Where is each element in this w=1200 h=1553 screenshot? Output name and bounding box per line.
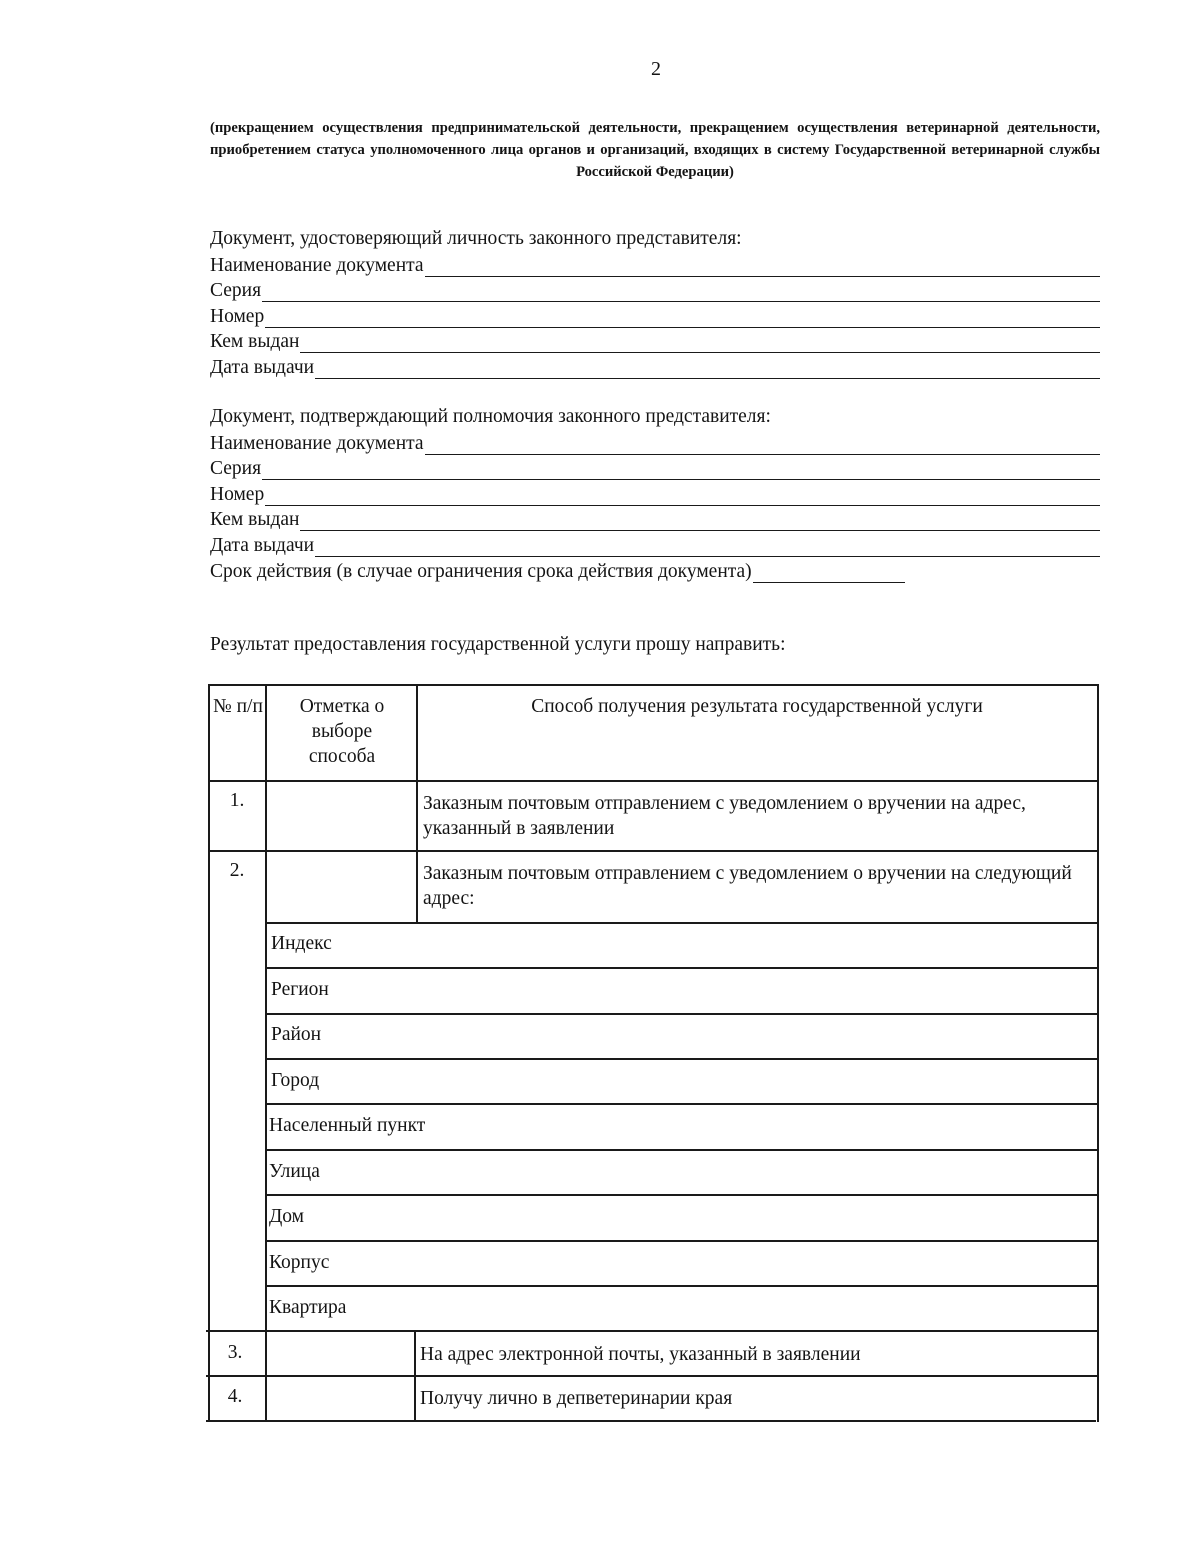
field-label: Дата выдачи bbox=[210, 534, 315, 556]
authority-issue-date-field[interactable] bbox=[210, 531, 1100, 557]
authority-document-heading: Документ, подтверждающий полномочия законного представителя: bbox=[210, 406, 771, 427]
address-street-label: Улица bbox=[269, 1161, 320, 1182]
identity-document-section bbox=[210, 226, 1100, 379]
table-rule bbox=[265, 1240, 1098, 1242]
row-number: 1. bbox=[229, 790, 245, 811]
identity-doc-name-field[interactable] bbox=[210, 251, 1100, 277]
address-city-label: Город bbox=[271, 1070, 320, 1091]
table-border bbox=[1097, 684, 1099, 1422]
mark-cell[interactable] bbox=[267, 1377, 413, 1419]
field-label: Номер bbox=[210, 305, 265, 327]
header-number: № п/п bbox=[213, 696, 263, 717]
identity-number-field[interactable] bbox=[210, 302, 1100, 328]
field-label: Серия bbox=[210, 458, 262, 480]
fill-line[interactable] bbox=[265, 485, 1100, 506]
fill-line[interactable] bbox=[315, 536, 1100, 557]
authority-validity-field[interactable] bbox=[210, 557, 1100, 583]
authority-issued-by-field[interactable] bbox=[210, 506, 1100, 532]
page-number: 2 bbox=[651, 58, 661, 80]
fill-line[interactable] bbox=[300, 510, 1100, 531]
table-rule bbox=[416, 684, 418, 922]
identity-document-heading: Документ, удостоверяющий личность законного представителя: bbox=[210, 228, 742, 249]
identity-series-field[interactable] bbox=[210, 277, 1100, 303]
authority-document-section bbox=[210, 404, 1100, 583]
table-rule bbox=[414, 1330, 416, 1422]
fill-line[interactable] bbox=[315, 358, 1100, 379]
row-number: 4. bbox=[227, 1386, 243, 1407]
address-district-label: Район bbox=[271, 1024, 322, 1045]
address-house-label: Дом bbox=[269, 1206, 305, 1227]
identity-issue-date-field[interactable] bbox=[210, 353, 1100, 379]
field-label: Срок действия (в случае ограничения срока действия документа) bbox=[210, 560, 752, 582]
identity-issued-by-field[interactable] bbox=[210, 328, 1100, 354]
table-rule bbox=[265, 1103, 1098, 1105]
field-label: Наименование документа bbox=[210, 254, 424, 276]
address-building-label: Корпус bbox=[269, 1252, 330, 1273]
table-rule bbox=[265, 1149, 1098, 1151]
fill-line[interactable] bbox=[425, 434, 1100, 455]
field-label: Кем выдан bbox=[210, 331, 300, 353]
field-label: Дата выдачи bbox=[210, 356, 315, 378]
field-label: Номер bbox=[210, 483, 265, 505]
method-text: На адрес электронной почты, указанный в заявлении bbox=[420, 1344, 861, 1365]
row-number: 2. bbox=[229, 860, 245, 881]
authority-number-field[interactable] bbox=[210, 480, 1100, 506]
method-text: Заказным почтовым отправлением с уведомлением о вручении на следующий адрес: bbox=[423, 863, 1072, 909]
authority-doc-name-field[interactable] bbox=[210, 429, 1100, 455]
table-rule bbox=[265, 922, 1098, 924]
table-rule bbox=[265, 1194, 1098, 1196]
intro-paragraph: (прекращением осуществления предпринимательской деятельности, прекращением осуществления ветеринарной деятельности, приобретением статуса уполномоченного лица органов и организаций, входящих в систему Государственной ветеринарной службы Российской Федерации) bbox=[210, 120, 1100, 180]
mark-cell[interactable] bbox=[267, 1332, 413, 1374]
table-rule bbox=[265, 1058, 1098, 1060]
fill-line[interactable] bbox=[262, 459, 1100, 480]
table-rule bbox=[265, 1285, 1098, 1287]
table-rule bbox=[265, 1013, 1098, 1015]
fill-line[interactable] bbox=[300, 332, 1100, 353]
fill-line[interactable] bbox=[262, 281, 1100, 302]
address-settlement-label: Населенный пункт bbox=[269, 1115, 426, 1136]
fill-line[interactable] bbox=[265, 307, 1100, 328]
mark-cell[interactable] bbox=[267, 852, 415, 921]
fill-line[interactable] bbox=[425, 256, 1100, 277]
address-index-label: Индекс bbox=[271, 933, 332, 954]
header-method: Способ получения результата государственной услуги bbox=[531, 696, 983, 717]
method-text: Заказным почтовым отправлением с уведомлением о вручении на адрес, указанный в заявлении bbox=[423, 793, 1026, 839]
address-apartment-label: Квартира bbox=[269, 1297, 347, 1318]
address-region-label: Регион bbox=[271, 979, 329, 1000]
field-label: Серия bbox=[210, 280, 262, 302]
authority-series-field[interactable] bbox=[210, 455, 1100, 481]
fill-line[interactable] bbox=[753, 562, 905, 583]
header-mark: Отметка о выборе способа bbox=[299, 696, 385, 767]
row-number: 3. bbox=[227, 1342, 243, 1363]
table-border bbox=[208, 684, 1098, 686]
field-label: Кем выдан bbox=[210, 509, 300, 531]
mark-cell[interactable] bbox=[267, 782, 415, 849]
result-delivery-heading: Результат предоставления государственной услуги прошу направить: bbox=[210, 634, 786, 655]
table-rule bbox=[265, 967, 1098, 969]
field-label: Наименование документа bbox=[210, 432, 424, 454]
delivery-method-table bbox=[206, 684, 1098, 1422]
table-border bbox=[206, 1420, 1096, 1422]
method-text: Получу лично в депветеринарии края bbox=[420, 1388, 733, 1409]
